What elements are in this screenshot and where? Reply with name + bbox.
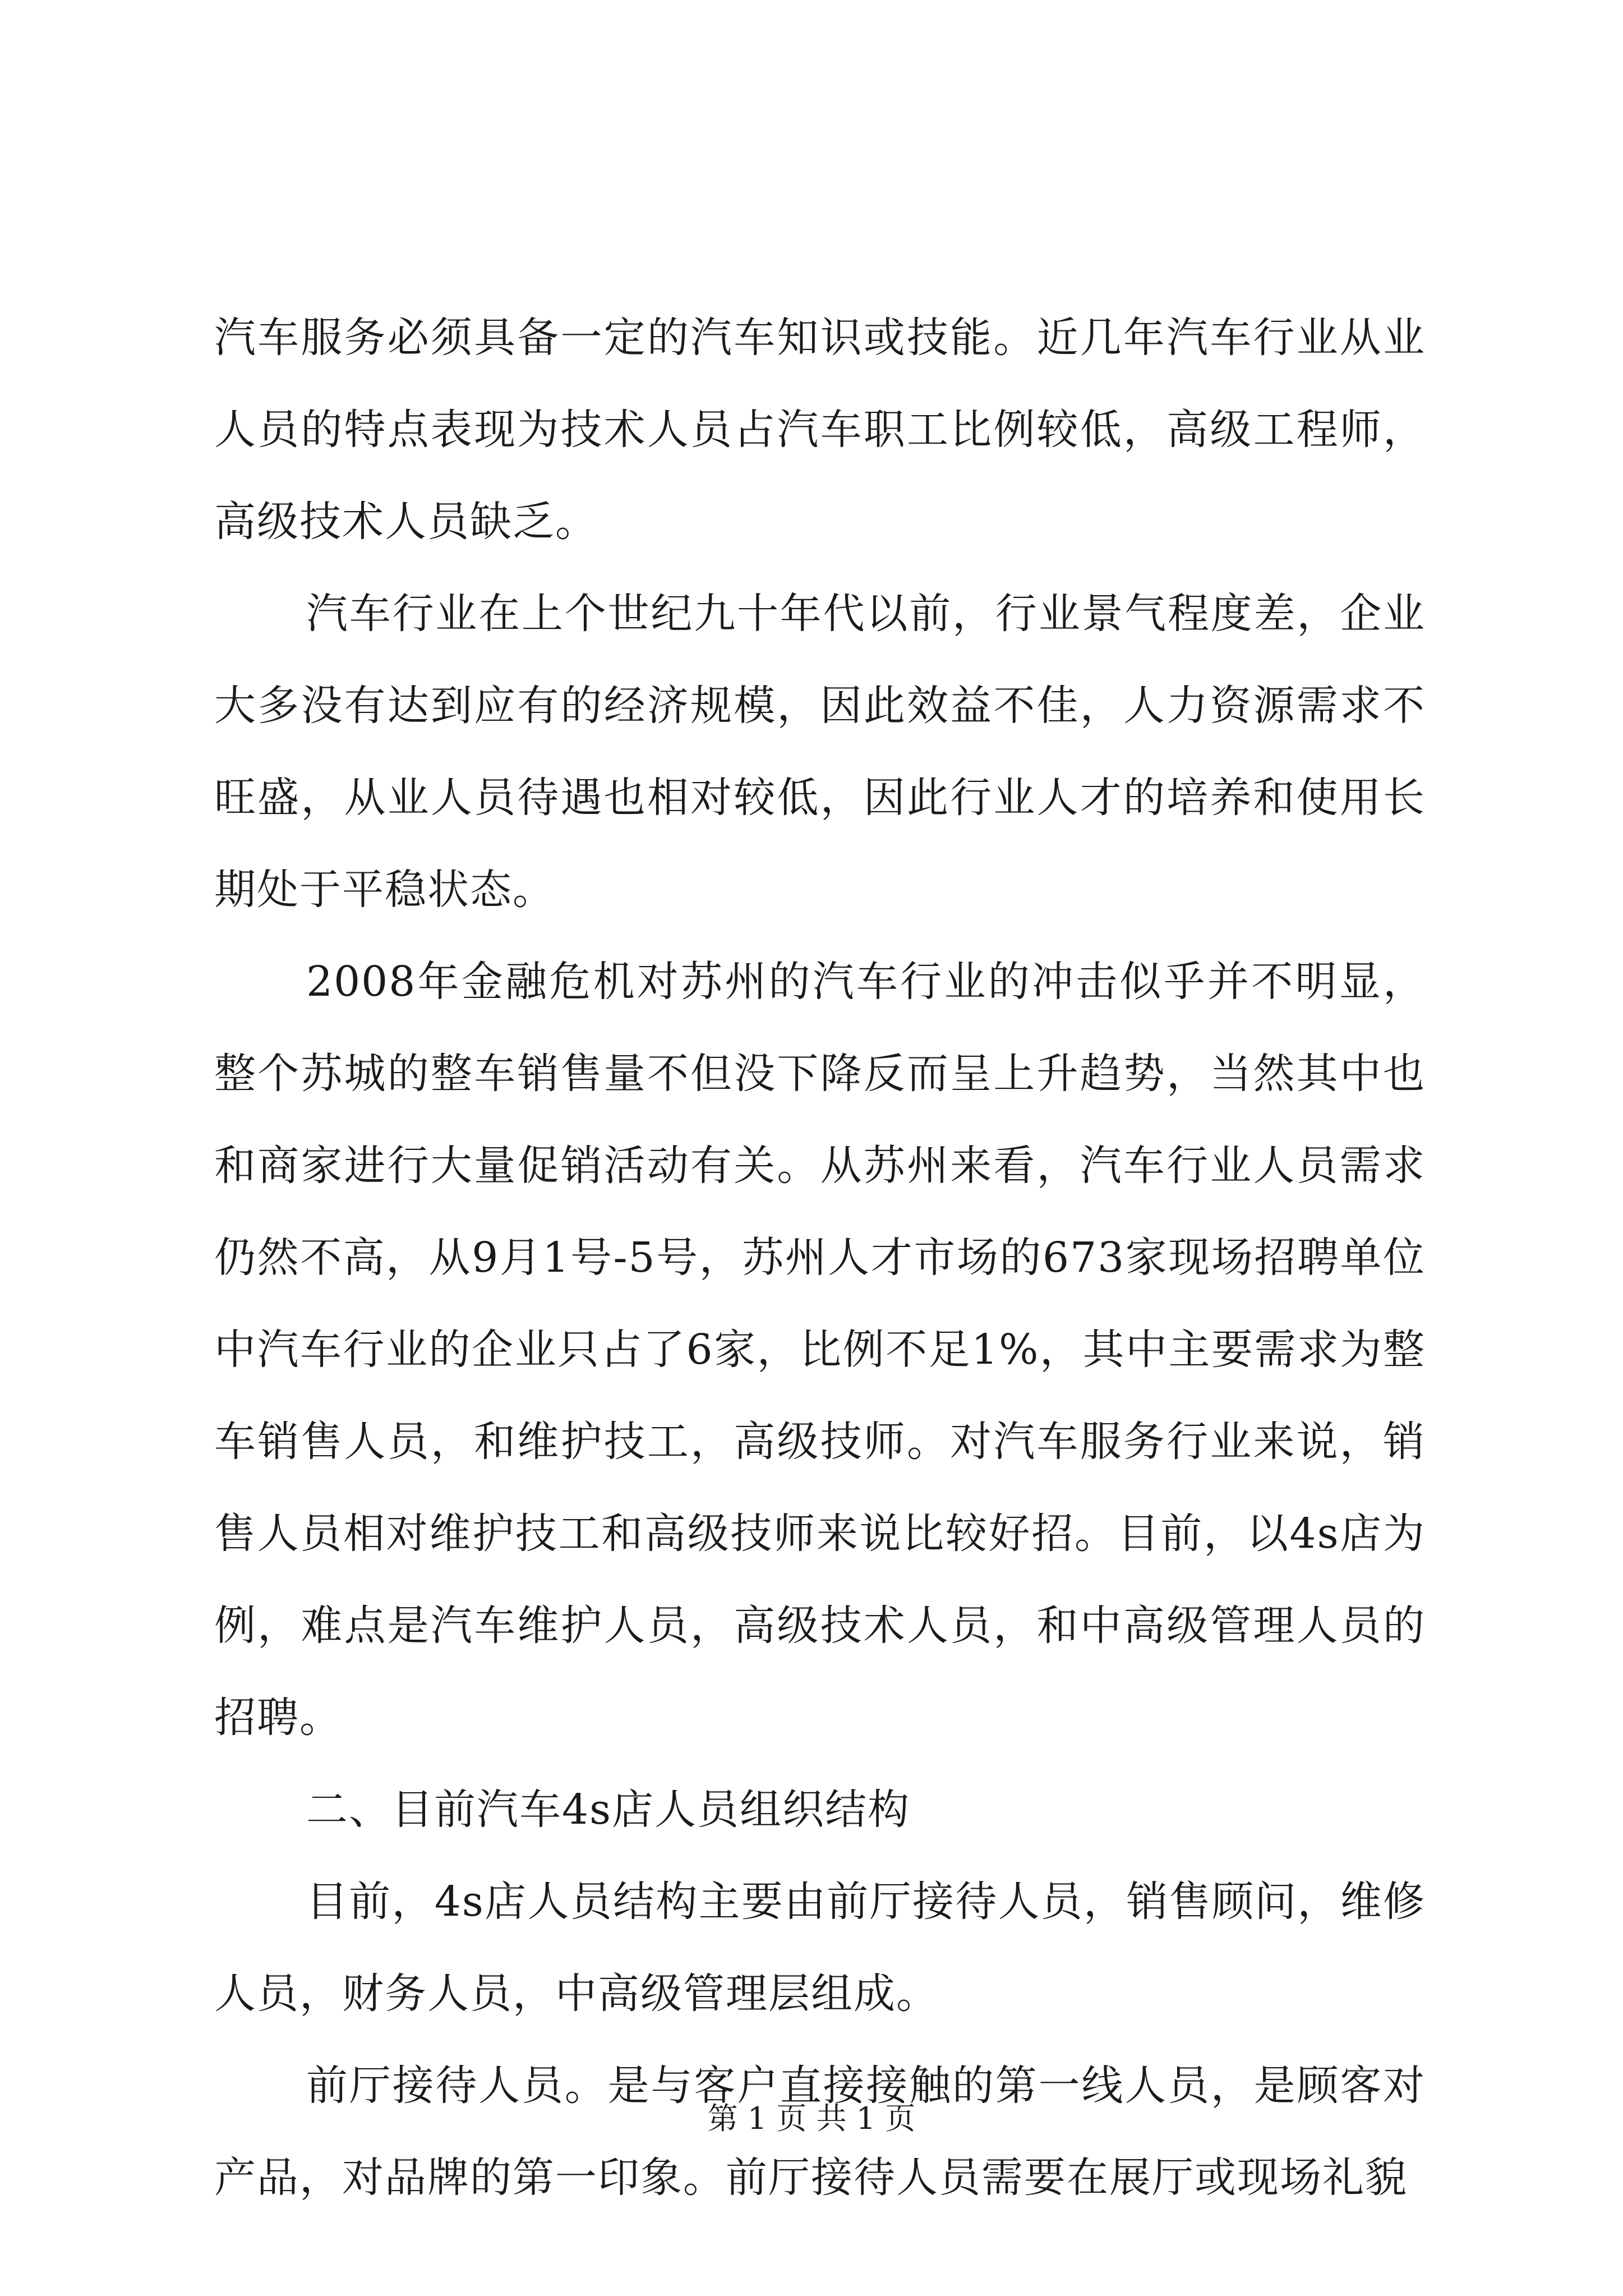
section-heading: 二、目前汽车4s店人员组织结构	[306, 1786, 911, 1834]
document-body	[214, 292, 1426, 2224]
page-footer: 第 1 页 共 1 页	[707, 2101, 916, 2136]
paragraph-2: 汽车行业在上个世纪九十年代以前，行业景气程度差，企业大多没有达到应有的经济规模，因此效益不佳，人力资源需求不旺盛，从业人员待遇也相对较低，因此行业人才的培养和使用长期处于平稳状态。	[214, 590, 1426, 914]
paragraph-1: 汽车服务必须具备一定的汽车知识或技能。近几年汽车行业从业人员的特点表现为技术人员占汽车职工比例较低，高级工程师，高级技术人员缺乏。	[214, 314, 1426, 546]
paragraph-6: 前厅接待人员。是与客户直接接触的第一线人员，是顾客对产品，对品牌的第一印象。前厅接待人员需要在展厅或现场礼貌	[214, 2062, 1426, 2202]
paragraph-3: 2008年金融危机对苏州的汽车行业的冲击似乎并不明显，整个苏城的整车销售量不但没下降反而呈上升趋势，当然其中也和商家进行大量促销活动有关。从苏州来看，汽车行业人员需求仍然不高，从9月1号-5号，苏州人才市场的673家现场招聘单位中汽车行业的企业只占了6家，比例不足1%，其中主要需求为整车销售人员，和维护技工，高级技师。对汽车服务行业来说，销售人员相对维护技工和高级技师来说比较好招。目前，以4s店为例，难点是汽车维护人员，高级技术人员，和中高级管理人员的招聘。	[214, 958, 1426, 1742]
paragraph-5: 目前，4s店人员结构主要由前厅接待人员，销售顾问，维修人员，财务人员，中高级管理层组成。	[214, 1878, 1426, 2018]
